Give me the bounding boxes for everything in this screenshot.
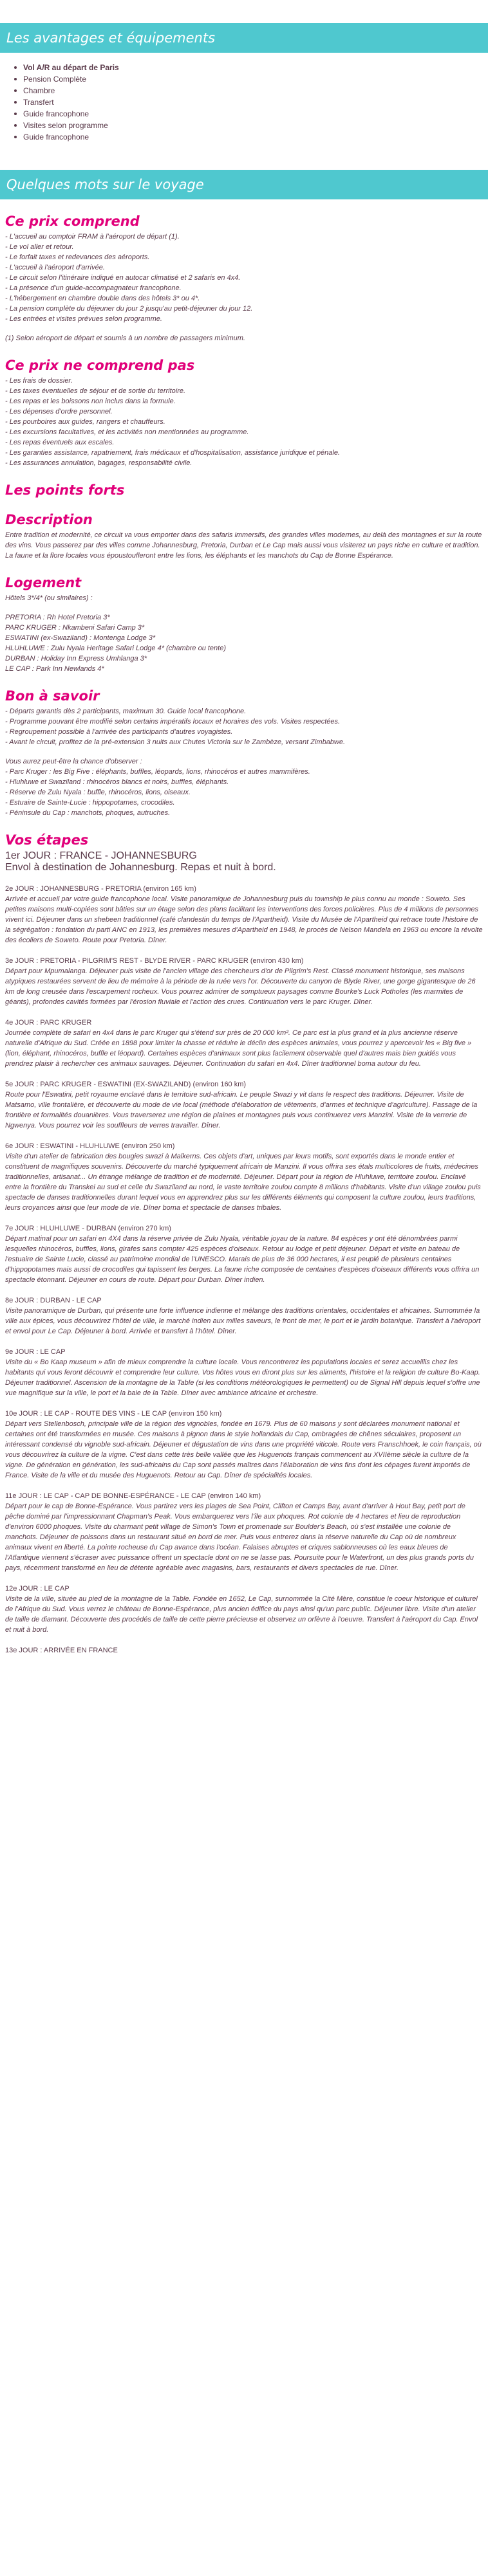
animal-item: - Péninsule du Cap : manchots, phoques, autruches. bbox=[5, 809, 171, 817]
prix-comprend-item: - Le forfait taxes et redevances des aéroports. bbox=[5, 253, 150, 261]
logement-title: Logement bbox=[5, 575, 82, 590]
prix-non-item: - Les dépenses d'ordre personnel. bbox=[5, 408, 113, 416]
day-item bbox=[5, 1491, 483, 1573]
day-item bbox=[5, 1079, 483, 1131]
day-text: Départ matinal pour un safari en 4X4 dans la réserve privée de Zulu Nyala, véritable joyau de la nature. 84 espèces y ont été dénombrées parmi lesquelles rhinocéros, buffles, lions, girafes sans compter 425 espèces d'oiseaux. Retour au lodge et petit déjeuner. Départ et visite en bateau de l'estuaire de Sainte Lucie, classé au patrimoine mondial de l'UNESCO. Marais de plus de 36 000 hectares, il est peuplé de plusieurs centaines d'hippopotames mais aussi de crocodiles qui tapissent les berges. La faune riche composée de centaines d'espèces d'oiseaux différents vous offrira un spectacle étonnant. Déjeuner en cours de route. Départ pour Durban. Dîner indien. bbox=[5, 1235, 480, 1284]
bon-savoir-list bbox=[5, 706, 483, 747]
day-item bbox=[5, 1295, 483, 1337]
day-title: 3e JOUR : PRETORIA - PILGRIM'S REST - BLYDE RIVER - PARC KRUGER (environ 430 km) bbox=[5, 957, 304, 965]
animal-item: Vous aurez peut-être la chance d'observer : bbox=[5, 758, 142, 765]
prix-non-list bbox=[5, 376, 483, 468]
day-title: 5e JOUR : PARC KRUGER - ESWATINI (EX-SWAZILAND) (environ 160 km) bbox=[5, 1081, 247, 1088]
day-item bbox=[5, 1409, 483, 1481]
etapes-list bbox=[5, 850, 483, 1656]
prix-comprend-list bbox=[5, 232, 483, 324]
day-title: 1er JOUR : FRANCE - JOHANNESBURG bbox=[5, 850, 197, 861]
day-title: 4e JOUR : PARC KRUGER bbox=[5, 1019, 92, 1027]
prix-comprend-item: - L'accueil à l'aéroport d'arrivée. bbox=[5, 264, 105, 271]
description-text: Entre tradition et modernité, ce circuit va vous emporter dans des safaris immersifs, des grandes villes modernes, au delà des montagnes et sur la route des vins. Vous passerez par des villes comme Johannesburg, Pretoria, Durban et Le Cap mais aussi vous visiterez un pays riche en culture et tradition. La faune et la flore locales vous époustoufleront entre les lions, les éléphants et les manchots du Cap de Bonne Espérance. bbox=[5, 531, 482, 560]
day-title: 9e JOUR : LE CAP bbox=[5, 1348, 66, 1356]
animal-item: - Estuaire de Sainte-Lucie : hippopotames, crocodiles. bbox=[5, 799, 175, 807]
hotel-item: HLUHLUWE : Zulu Nyala Heritage Safari Lodge 4* (chambre ou tente) bbox=[5, 644, 226, 652]
day-item bbox=[5, 1584, 483, 1635]
prix-non-item: - Les taxes éventuelles de séjour et de sortie du territoire. bbox=[5, 387, 186, 395]
bon-savoir-item: - Programme pouvant être modifié selon certains impératifs locaux et horaires des vols. Visites respectées. bbox=[5, 718, 341, 726]
prix-comprend-item: - L'hébergement en chambre double dans des hôtels 3* ou 4*. bbox=[5, 295, 200, 302]
equipment-item: Transfert bbox=[14, 96, 488, 108]
logement-intro: Hôtels 3*/4* (ou similaires) : bbox=[5, 594, 93, 602]
day-text: Départ pour Mpumalanga. Déjeuner puis visite de l'ancien village des chercheurs d'or de Pilgrim's Rest. Classé monument historique, ses maisons atypiques restaurées servent de lieu de mémoire à la période de la ruée vers l'or. Découverte du canyon de Blyde River, une gorge gigantesque de 26 km de long creusée dans l'escarpement rocheux. Vous pourrez admirer de somptueux paysages comme Bourke's Luck Potholes (les marmites de géants), profondes cavités formées par l'érosion fluviale et l'action des crues. Continuation vers le parc Kruger. Dîner. bbox=[5, 967, 476, 1006]
day-text: Route pour l'Eswatini, petit royaume enclavé dans le territoire sud-africain. Le peuple Swazi y vit dans le respect des traditions. Déjeuner. Visite de Matsamo, ville frontalière, et découverte du mode de vie local (méthode d'élaboration de vêtements, d'armes et technique d'agriculture). Passage de la frontière et formalités douanières. Vous traverserez une région de plaines et montagnes puis vous continuerez vers Manzini. Visite de la verrerie de Ngwenya. Vous pourrez voir les souffleurs de verres travailler. Dîner. bbox=[5, 1091, 478, 1129]
day-item bbox=[5, 1347, 483, 1398]
hotel-item: PARC KRUGER : Nkambeni Safari Camp 3* bbox=[5, 624, 145, 632]
day-title: 6e JOUR : ESWATINI - HLUHLUWE (environ 250 km) bbox=[5, 1142, 175, 1150]
day-text: Visite du « Bo Kaap museum » afin de mieux comprendre la culture locale. Vous rencontrerez les populations locales et serez accueillis chez les habitants qui vous feront découvrir et comprendre leur culture. Vos hôtes vous en diront plus sur les aliments, l'histoire et la religion de culture Bo-Kaap. Déjeuner traditionnel. Ascension de la montagne de la Table (si les conditions météorologiques le permettent) ou de Signal Hill depuis lequel s'offre une vue magnifique sur la ville, le port et la baie de la Table. Dîner avec ambiance africaine et orchestre. bbox=[5, 1358, 480, 1397]
animals-list bbox=[5, 756, 483, 818]
prix-non-item: - Les pourboires aux guides, rangers et chauffeurs. bbox=[5, 418, 165, 426]
day-item bbox=[5, 850, 483, 873]
prix-comprend-title: Ce prix comprend bbox=[5, 214, 140, 229]
prix-non-item: - Les frais de dossier. bbox=[5, 377, 73, 385]
day-item bbox=[5, 956, 483, 1007]
prix-non-item: - Les garanties assistance, rapatriement, frais médicaux et d'hospitalisation, assistance juridique et pénale. bbox=[5, 449, 340, 457]
day-title: 7e JOUR : HLUHLUWE - DURBAN (environ 270 km) bbox=[5, 1225, 171, 1232]
equipment-item: Vol A/R au départ de Paris bbox=[14, 62, 488, 73]
equipment-item: Chambre bbox=[14, 85, 488, 96]
day-text: Départ vers Stellenbosch, principale ville de la région des vignobles, fondée en 1679. Plus de 60 maisons y sont déclarées monument national et certaines ont été transformées en musée. Ces maisons à pignon dans le style hollandais du Cap, ombragées de chênes séculaires, proposent un intéressant condensé du vignoble sud-africain. Déjeuner et dégustation de vins dans une propriété viticole. Route vers Franschhoek, le coin français, où vous découvrirez la culture de la vigne. C'est dans cette très belle vallée que les Huguenots français commencent au XVIIème siècle la culture de la vigne. De génération en génération, les sud-africains du Cap sont passés maîtres dans l'élaboration de vins fins dont les cépages furent importés de France. Visite de la ville et du musée des Huguenots. Retour au Cap. Dîner de spécialités locales. bbox=[5, 1420, 482, 1479]
prix-comprend-item: - L'accueil au comptoir FRAM à l'aéroport de départ (1). bbox=[5, 233, 180, 241]
animal-item: - Parc Kruger : les Big Five : éléphants, buffles, léopards, lions, rhinocéros et autres mammifères. bbox=[5, 768, 310, 776]
equipment-item: Pension Complète bbox=[14, 73, 488, 85]
day-item bbox=[5, 1018, 483, 1069]
hotel-item: ESWATINI (ex-Swaziland) : Montenga Lodge 3* bbox=[5, 634, 156, 642]
day-text: Journée complète de safari en 4x4 dans le parc Kruger qui s'étend sur près de 20 000 km². Ce parc est la plus grand et la plus ancienne réserve naturelle d'Afrique du Sud. Créée en 1898 pour limiter la chasse et réduire le déclin des espèces animales, vous pourrez y apercevoir les « Big five » (lion, éléphant, rhinocéros, buffle et léopard). Certaines espèces d'animaux sont plus facilement observable quel d'autres mais bien guidés vous prendrez plaisir à rechercher ces animaux sauvages. Déjeuner. Continuation du safari en 4x4. Dîner traditionnel boma autour du feu. bbox=[5, 1029, 472, 1068]
description-title: Description bbox=[5, 512, 93, 527]
day-text: Visite de la ville, située au pied de la montagne de la Table. Fondée en 1652, Le Cap, surnommée la Cité Mère, constitue le coeur historique et culturel de l'Afrique du Sud. Vous verrez le château de Bonne-Espérance, plus ancien édifice du pays ainsi qu'un parc public. Déjeuner libre. Visite d'un atelier de taille de diamant. Découverte des procédés de taille de cette pierre précieuse et observez un orfèvre à l'oeuvre. Transfert à l'aéroport du Cap. Envol et nuit à bord. bbox=[5, 1595, 478, 1634]
prix-comprend-item: - Le circuit selon l'itinéraire indiqué en autocar climatisé et 2 safaris en 4x4. bbox=[5, 274, 241, 282]
prix-non-item: - Les excursions facultatives, et les activités non mentionnées au programme. bbox=[5, 428, 249, 436]
day-title: 10e JOUR : LE CAP - ROUTE DES VINS - LE CAP (environ 150 km) bbox=[5, 1410, 222, 1418]
bon-savoir-title: Bon à savoir bbox=[5, 688, 100, 704]
prix-comprend-item: - Le vol aller et retour. bbox=[5, 243, 74, 251]
prix-non-item: - Les repas et les boissons non inclus dans la formule. bbox=[5, 397, 176, 405]
prix-non-item: - Les repas éventuels aux escales. bbox=[5, 439, 115, 446]
equipment-item: Guide francophone bbox=[14, 131, 488, 143]
etapes-title: Vos étapes bbox=[5, 832, 89, 848]
day-title: 11e JOUR : LE CAP - CAP DE BONNE-ESPÉRANCE - LE CAP (environ 140 km) bbox=[5, 1492, 261, 1500]
day-text: Visite d'un atelier de fabrication des bougies swazi à Malkerns. Ces objets d'art, uniques par leurs motifs, sont exportés dans le monde entier et constituent de magnifiques souvenirs. Découverte du marché typiquement africain de Manzini. Il vous offrira ses étals multicolores de fruits, médecines traditionnelles, artisanat... Un étrange mélange de tradition et de modernité. Déjeuner. Départ pour la région de Hluhluwe, territoire zoulou. Enclavé entre la frontière du Transkei au sud et celle du Swaziland au nord, le vaste territoire zoulou compte 8 millions d'habitants. Visite d'un village zoulou puis spectacle de danses traditionnelles durant lequel vous en apprendrez plus sur les différents éléments qui composent la culture zoulou, leurs traditions, leurs croyances ainsi que leur mode de vie. Dîner boma et spectacle de danses tribales. bbox=[5, 1153, 481, 1212]
voyage-header: Quelques mots sur le voyage bbox=[0, 170, 488, 199]
day-title: 8e JOUR : DURBAN - LE CAP bbox=[5, 1297, 102, 1304]
logement-list bbox=[5, 612, 483, 674]
animal-item: - Réserve de Zulu Nyala : buffle, rhinocéros, lions, oiseaux. bbox=[5, 789, 191, 796]
hotel-item: PRETORIA : Rh Hotel Pretoria 3* bbox=[5, 614, 110, 621]
day-item bbox=[5, 1645, 483, 1656]
prix-comprend-item: - La pension complète du déjeuner du jour 2 jusqu'au petit-déjeuner du jour 12. bbox=[5, 305, 253, 313]
day-text: Visite panoramique de Durban, qui présente une forte influence indienne et mélange des traditions orientales, occidentales et africaines. Surnommée la ville aux épices, vous découvrirez l'hôtel de ville, le marché indien aux milles saveurs, le front de mer, le port et le jardin botanique. Transfert à l'aéroport et envol pour Le Cap. Déjeuner à bord. Arrivée et transfert à l'hôtel. Dîner. bbox=[5, 1307, 481, 1335]
bon-savoir-item: - Avant le circuit, profitez de la pré-extension 3 nuits aux Chutes Victoria sur le Zambèze, versant Zimbabwe. bbox=[5, 738, 346, 746]
animal-item: - Hluhluwe et Swaziland : rhinocéros blancs et noirs, buffles, éléphants. bbox=[5, 778, 229, 786]
day-text: Départ pour le cap de Bonne-Espérance. Vous partirez vers les plages de Sea Point, Clifton et Camps Bay, avant d'arriver à Hout Bay, petit port de pêche dominé par l'impressionnant Chapman's Peak. Vous embarquerez vers l'île aux phoques. Rot colonie de 4 hectares et lieu de reproduction d'environ 6000 phoques. Visite du charmant petit village de Simon's Town et promenade sur Boulder's Beach, où s'est installée une colonie de manchots. Déjeuner de poissons dans un restaurant situé en bord de mer. Puis vous entrerez dans la réserve naturelle du Cap où de nombreux animaux vivent en liberté. La pointe rocheuse du Cap avance dans l'océan. Falaises abruptes et criques sablonneuses où les eaux bleues de l'Atlantique viennent s'écraser avec puissance offrent un spectacle dont on ne se lasse pas. Poursuite pour le Waterfront, un des plus grands ports du pays, récemment transformé en lieu de détente agréable avec magasins, bars, restaurants et divers spectacles de rue. Dîner. bbox=[5, 1503, 474, 1572]
day-item bbox=[5, 884, 483, 945]
equipment-list bbox=[0, 62, 488, 143]
prix-comprend-item: - Les entrées et visites prévues selon programme. bbox=[5, 315, 162, 323]
bon-savoir-item: - Départs garantis dès 2 participants, maximum 30. Guide local francophone. bbox=[5, 708, 247, 715]
bon-savoir-item: - Regroupement possible à l'arrivée des participants d'autres voyagistes. bbox=[5, 728, 233, 736]
day-item bbox=[5, 1223, 483, 1285]
day-text: Envol à destination de Johannesburg. Repas et nuit à bord. bbox=[5, 862, 276, 873]
advantages-header: Les avantages et équipements bbox=[0, 23, 488, 53]
equipment-item: Guide francophone bbox=[14, 108, 488, 120]
equipment-item: Visites selon programme bbox=[14, 120, 488, 131]
prix-comprend-item: - La présence d'un guide-accompagnateur francophone. bbox=[5, 284, 182, 292]
day-title: 13e JOUR : ARRIVÉE EN FRANCE bbox=[5, 1647, 118, 1654]
prix-comprend-note: (1) Selon aéroport de départ et soumis à un nombre de passagers minimum. bbox=[5, 334, 245, 342]
prix-non-item: - Les assurances annulation, bagages, responsabilité civile. bbox=[5, 459, 192, 467]
day-title: 12e JOUR : LE CAP bbox=[5, 1585, 70, 1593]
day-text: Arrivée et accueil par votre guide francophone local. Visite panoramique de Johannesburg puis du township le plus connu au monde : Soweto. Ses petites maisons multi-copiées sont bâties sur un étage selon des plans facilitant les interventions des forces policières. Plus de 4 millions de personnes vivent ici. Déjeuner dans un shebeen traditionnel (café clandestin du temps de l'Apartheid). Visite du Musée de l'Apartheid qui retrace toute l'histoire de la ségrégation : fondation du parti ANC en 1913, les premières mesures d'Apartheid en 1948, le procès de Nelson Mandela en 1963 ou encore la révolte des écoliers de Soweto. Route pour Pretoria. Dîner. bbox=[5, 895, 483, 944]
hotel-item: DURBAN : Holiday Inn Express Umhlanga 3* bbox=[5, 655, 147, 662]
day-title: 2e JOUR : JOHANNESBURG - PRETORIA (environ 165 km) bbox=[5, 885, 196, 893]
points-forts-title: Les points forts bbox=[5, 482, 125, 498]
voyage-content bbox=[0, 214, 488, 1656]
prix-non-title: Ce prix ne comprend pas bbox=[5, 358, 195, 373]
day-item bbox=[5, 1141, 483, 1213]
hotel-item: LE CAP : Park Inn Newlands 4* bbox=[5, 665, 104, 673]
